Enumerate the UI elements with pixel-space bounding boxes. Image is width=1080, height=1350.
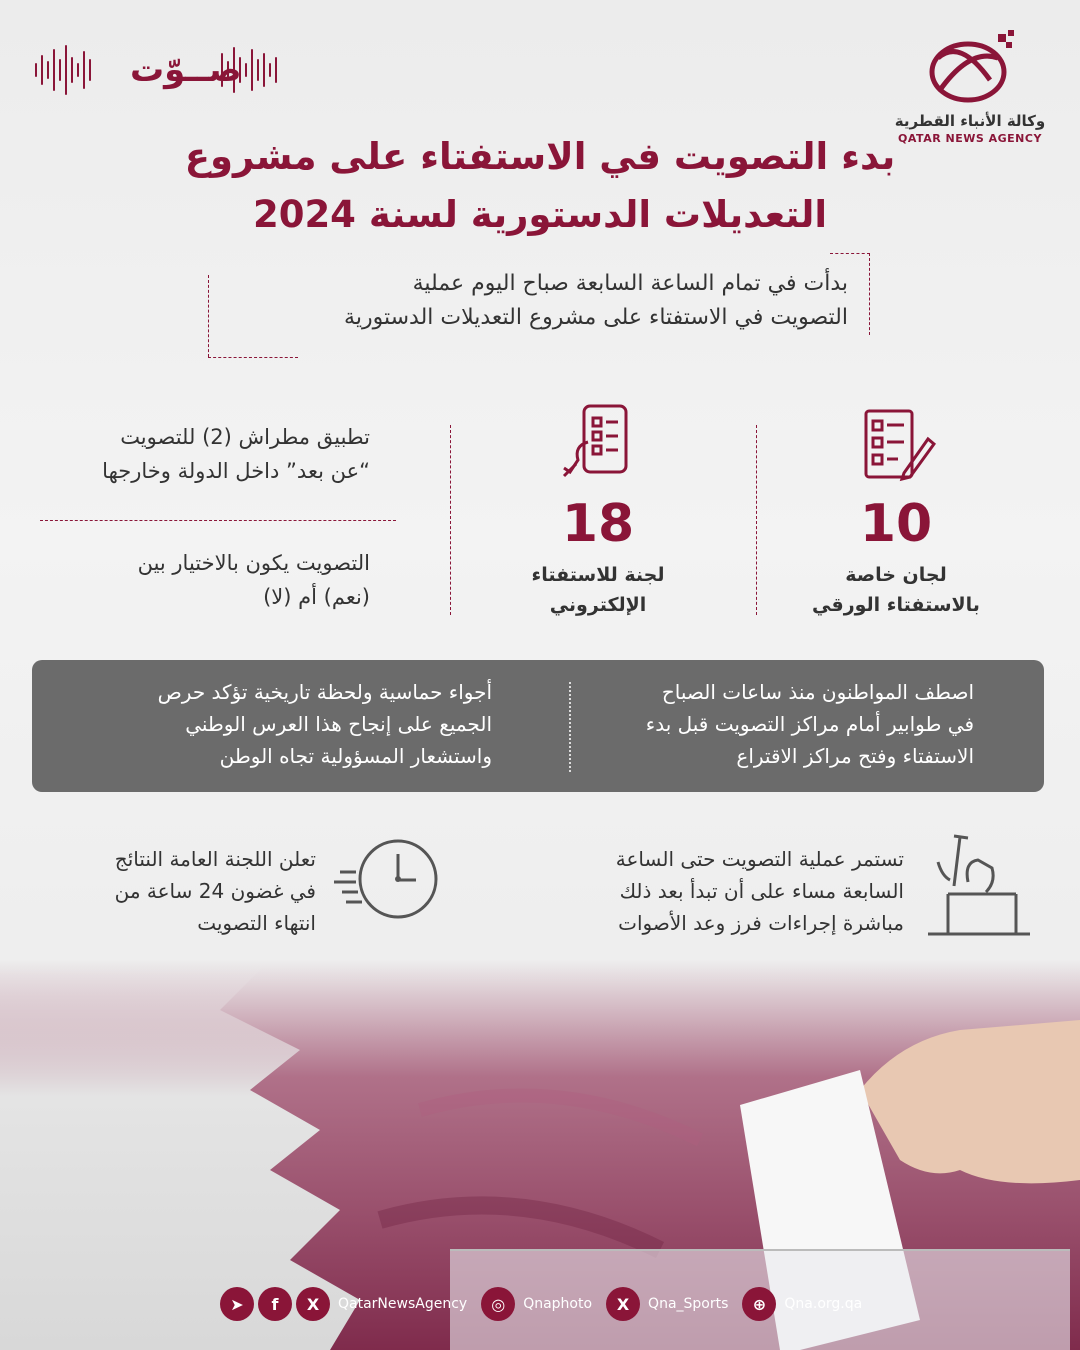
globe-icon[interactable]: ⊕	[742, 1287, 776, 1321]
facebook-icon[interactable]: f	[258, 1287, 292, 1321]
telegram-icon[interactable]: ➤	[220, 1287, 254, 1321]
intro-line-1: بدأت في تمام الساعة السابعة صباح اليوم عملية	[412, 271, 848, 296]
atmosphere-line: الجميع على إنجاح هذا العرس الوطني	[185, 712, 492, 736]
stat-label: بالاستفتاء الورقي	[812, 594, 980, 616]
title-line-1: بدء التصويت في الاستفتاء على مشروع	[184, 135, 896, 178]
voting-hours-line: تستمر عملية التصويت حتى الساعة	[615, 847, 904, 871]
voting-hours-line: السابعة مساء على أن تبدأ بعد ذلك	[619, 879, 904, 903]
intro-frame-right	[869, 253, 870, 335]
intro-text	[228, 267, 848, 335]
voting-hours-line: مباشرة إجراءات فرز وعد الأصوات	[618, 911, 904, 935]
results-line: في غضون 24 ساعة من	[114, 879, 316, 903]
title-line-2: التعديلات الدستورية لسنة 2024	[252, 193, 828, 236]
intro-frame-bottom	[208, 357, 298, 358]
stat-number: 10	[859, 494, 933, 554]
choice-line: (نعم) أم (لا)	[263, 585, 370, 609]
results-note	[100, 843, 316, 939]
agency-name-en: QATAR NEWS AGENCY	[898, 132, 1042, 145]
sawt-logo-text: صــوّت	[130, 50, 242, 90]
stats-divider-left	[450, 425, 451, 615]
queues-note	[554, 676, 974, 772]
x-icon[interactable]: X	[606, 1287, 640, 1321]
remote-app-line: “عن بعد” داخل الدولة وخارجها	[102, 459, 370, 483]
highlight-panel	[32, 660, 1044, 792]
stats-divider-right	[756, 425, 757, 615]
choice-line: التصويت يكون بالاختيار بين	[137, 551, 370, 575]
ballot-box-icon	[924, 832, 1034, 942]
side-divider	[40, 520, 396, 521]
website-link[interactable]: Qna.org.qa	[784, 1296, 863, 1312]
page-title	[150, 128, 930, 244]
atmosphere-line: أجواء حماسية ولحظة تاريخية تؤكد حرص	[157, 680, 492, 704]
intro-frame-top	[830, 253, 870, 254]
stat-paper-committees	[776, 400, 1016, 620]
stat-number: 18	[561, 494, 635, 554]
social-footer	[220, 1284, 876, 1324]
stat-label: لجان خاصة	[845, 564, 947, 586]
main-handle-link[interactable]: QatarNewsAgency	[338, 1296, 468, 1312]
agency-name-ar: وكالة الأنباء القطرية	[894, 112, 1046, 130]
qna-emblem-icon	[920, 28, 1020, 108]
stat-label: لجنة للاستفتاء	[531, 564, 665, 586]
sports-handle-link[interactable]: Qna_Sports	[648, 1296, 729, 1312]
clock-icon	[332, 834, 444, 924]
panel-divider	[569, 682, 571, 772]
results-line: تعلن اللجنة العامة النتائج	[114, 847, 316, 871]
photo-handle-link[interactable]: Qnaphoto	[523, 1296, 593, 1312]
remote-app-line: تطبيق مطراش (2) للتصويت	[120, 425, 370, 449]
choice-note	[40, 546, 370, 614]
stat-label: الإلكتروني	[549, 594, 647, 616]
queues-line: اصطف المواطنون منذ ساعات الصباح	[661, 680, 974, 704]
intro-frame-left	[208, 275, 209, 357]
sawt-logo	[32, 40, 282, 100]
atmosphere-line: واستشعار المسؤولية تجاه الوطن	[219, 744, 492, 768]
queues-line: في طوابير أمام مراكز التصويت قبل بدء	[645, 712, 974, 736]
intro-line-2: التصويت في الاستفتاء على مشروع التعديلات الدستورية	[344, 305, 848, 330]
remote-app-note	[40, 420, 370, 488]
atmosphere-note	[72, 676, 492, 772]
phone-vote-icon	[558, 402, 638, 488]
queues-line: الاستفتاء وفتح مراكز الاقتراع	[736, 744, 974, 768]
x-icon[interactable]: X	[296, 1287, 330, 1321]
results-line: انتهاء التصويت	[197, 911, 316, 935]
stat-electronic-committees	[478, 400, 718, 620]
paper-ballot-icon	[856, 405, 936, 485]
voting-hours-note	[574, 843, 904, 939]
instagram-icon[interactable]: ◎	[481, 1287, 515, 1321]
intro-box	[208, 253, 870, 356]
